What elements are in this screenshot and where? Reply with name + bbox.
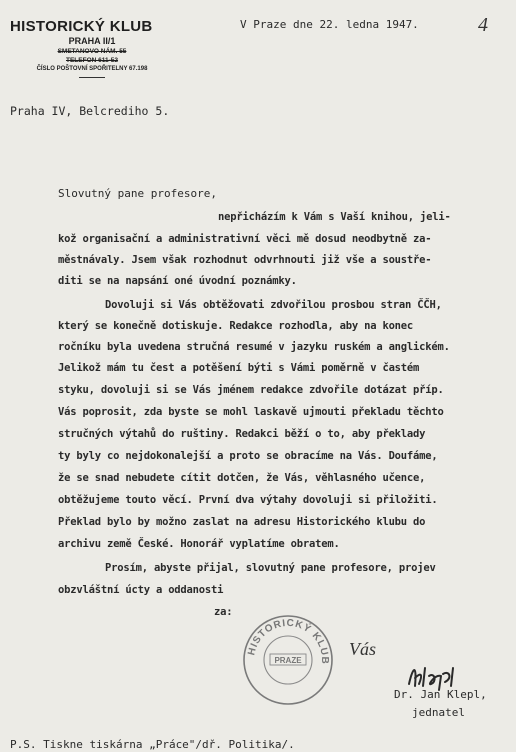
salutation: Slovutný pane profesore,: [58, 187, 217, 200]
body-line: obzvláštní úcty a oddanosti: [58, 584, 224, 596]
signature-role: jednatel: [412, 706, 465, 719]
signature-name: Dr. Jan Klepl,: [394, 688, 487, 701]
club-stamp: [240, 612, 336, 708]
stamp-center-text: PRAZE: [274, 656, 302, 665]
letter-date: V Praze dne 22. ledna 1947.: [240, 18, 419, 31]
body-line: kož organisační a administrativní věci mě dosud neodbytně za-: [58, 233, 432, 245]
body-line: za:: [214, 606, 233, 618]
body-line: Vás poprosit, zda byste se mohl laskavě ujmouti překladu těchto: [58, 406, 444, 418]
body-line: stručných výtahů do ruštiny. Redakci běží o to, aby překlady: [58, 428, 426, 440]
body-line: Dovoluji si Vás obtěžovati zdvořilou prosbou stran ČČH,: [105, 299, 442, 311]
body-line: Prosím, abyste přijal, slovutný pane profesore, projev: [105, 562, 436, 574]
page-number: 4: [478, 14, 488, 36]
body-line: archivu země České. Honorář vyplatíme obratem.: [58, 538, 340, 550]
letterhead-street: SMETANOVO NÁM. 55: [57, 48, 127, 55]
body-line: ty byly co nejdokonalejší a proto se obracíme na Vás. Doufáme,: [58, 450, 438, 462]
body-line: Jelikož mám tu čest a potěšení býti s Vámi poměrně v častém: [58, 362, 420, 374]
recipient-address: Praha IV, Belcrediho 5.: [10, 104, 170, 118]
letterhead-bank: ČÍSLO POŠTOVNÍ SPOŘITELNY 67.198: [36, 66, 148, 72]
postscript: P.S. Tiskne tiskárna „Práce"/dř. Politika/.: [10, 738, 295, 751]
letterhead: [8, 18, 176, 78]
letterhead-divider: [79, 77, 105, 78]
body-line: nepřicházím k Vám s Vaší knihou, jeli-: [218, 211, 451, 223]
body-line: obtěžujeme touto věcí. První dva výtahy dovoluji si přiložiti.: [58, 494, 438, 506]
handwritten-vas: Vás: [349, 639, 376, 659]
body-line: ročníku byla uvedena stručná resumé v jazyku ruském a anglickém.: [58, 341, 450, 353]
body-line: který se konečně dotiskuje. Redakce rozhodla, aby na konec: [58, 320, 414, 332]
body-line: styku, dovoluji si se Vás jménem redakce zdvořile dotázat příp.: [58, 384, 444, 396]
letterhead-phone: TELEFON 611-52: [65, 57, 119, 64]
body-line: městnávaly. Jsem však rozhodnut odvrhnouti již vše a soustře-: [58, 254, 432, 266]
body-line: že se snad nebudete cítit dotčen, že Vás, věhlasného učence,: [58, 472, 426, 484]
letterhead-city: PRAHA II/1: [68, 36, 116, 46]
body-line: Překlad bylo by možno zaslat na adresu Historického klubu do: [58, 516, 426, 528]
letterhead-title: HISTORICKÝ KLUB: [10, 18, 153, 35]
body-line: diti se na napsání oné úvodní poznámky.: [58, 275, 297, 287]
stamp-ring-text: HISTORICKÝ KLUB: [246, 617, 331, 665]
